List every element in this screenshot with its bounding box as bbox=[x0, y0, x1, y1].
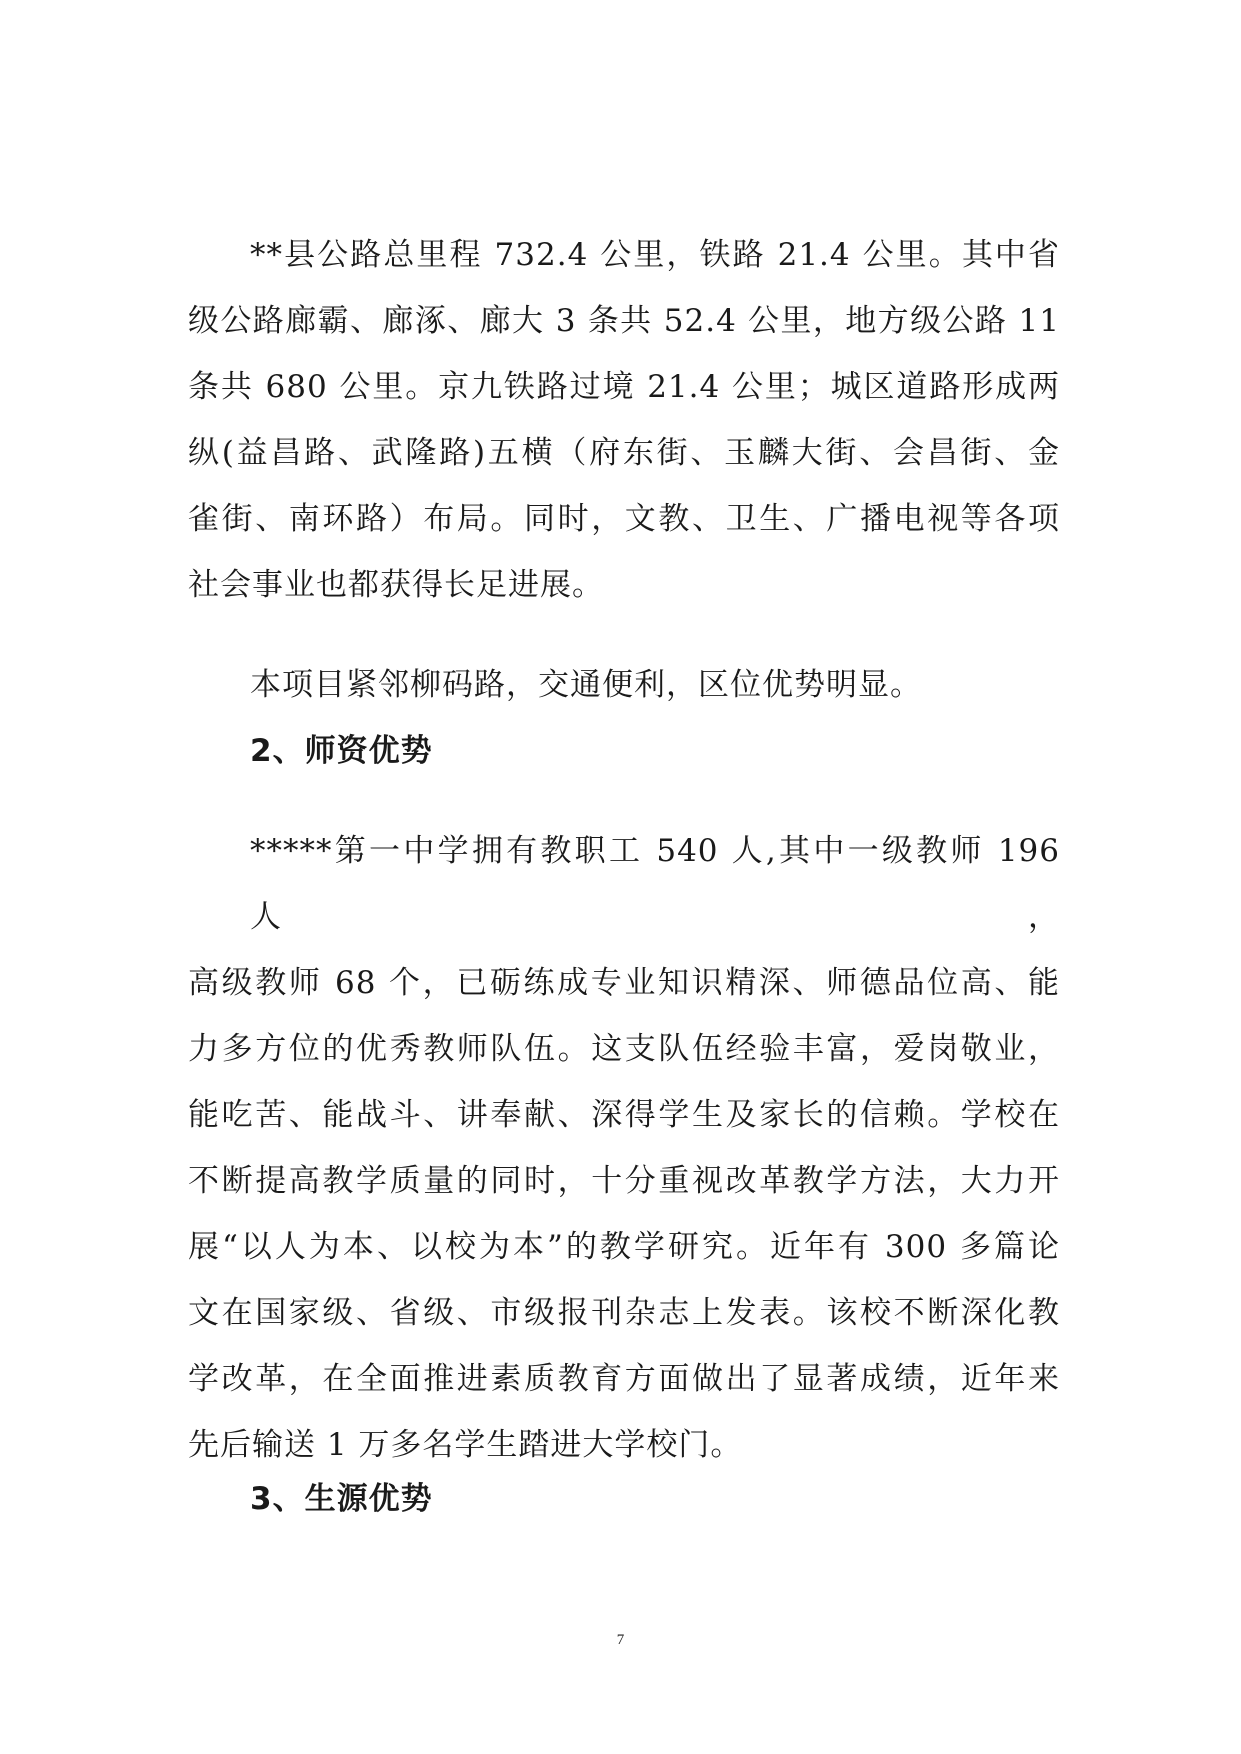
paragraph-line: **县公路总里程 732.4 公里，铁路 21.4 公里。其中省 bbox=[250, 237, 1060, 273]
paragraph-line: 文在国家级、省级、市级报刊杂志上发表。该校不断深化教 bbox=[188, 1295, 1060, 1331]
paragraph-line: 学改革，在全面推进素质教育方面做出了显著成绩，近年来 bbox=[188, 1361, 1060, 1397]
paragraph-line: 能吃苦、能战斗、讲奉献、深得学生及家长的信赖。学校在 bbox=[188, 1097, 1060, 1133]
paragraph-line: 力多方位的优秀教师队伍。这支队伍经验丰富，爱岗敬业， bbox=[188, 1031, 1060, 1067]
paragraph-line: 不断提高教学质量的同时，十分重视改革教学方法，大力开 bbox=[188, 1163, 1060, 1199]
paragraph-line: 社会事业也都获得长足进展。 bbox=[188, 567, 604, 603]
paragraph-location bbox=[188, 652, 1060, 784]
paragraph-line: 雀街、南环路）布局。同时，文教、卫生、广播电视等各项 bbox=[188, 501, 1060, 537]
section-heading-teachers: 2、师资优势 bbox=[250, 733, 433, 769]
page-number: 7 bbox=[616, 1632, 625, 1648]
paragraph-line: *****第一中学拥有教职工 540 人,其中一级教师 196 人， bbox=[250, 833, 1060, 935]
paragraph-teachers bbox=[188, 818, 1060, 1478]
section-students bbox=[188, 1466, 1060, 1532]
paragraph-line: 级公路廊霸、廊涿、廊大 3 条共 52.4 公里，地方级公路 11 bbox=[188, 303, 1060, 339]
paragraph-line: 高级教师 68 个，已砺练成专业知识精深、师德品位高、能 bbox=[188, 965, 1060, 1001]
paragraph-transport bbox=[188, 222, 1060, 618]
section-heading-students: 3、生源优势 bbox=[250, 1481, 433, 1517]
paragraph-line: 纵(益昌路、武隆路)五横（府东街、玉麟大街、会昌街、金 bbox=[188, 435, 1060, 471]
paragraph-line: 先后输送 1 万多名学生踏进大学校门。 bbox=[188, 1427, 743, 1463]
paragraph-line: 条共 680 公里。京九铁路过境 21.4 公里；城区道路形成两 bbox=[188, 369, 1060, 405]
paragraph-line: 本项目紧邻柳码路，交通便利，区位优势明显。 bbox=[250, 667, 922, 703]
paragraph-line: 展“以人为本、以校为本”的教学研究。近年有 300 多篇论 bbox=[188, 1229, 1060, 1265]
